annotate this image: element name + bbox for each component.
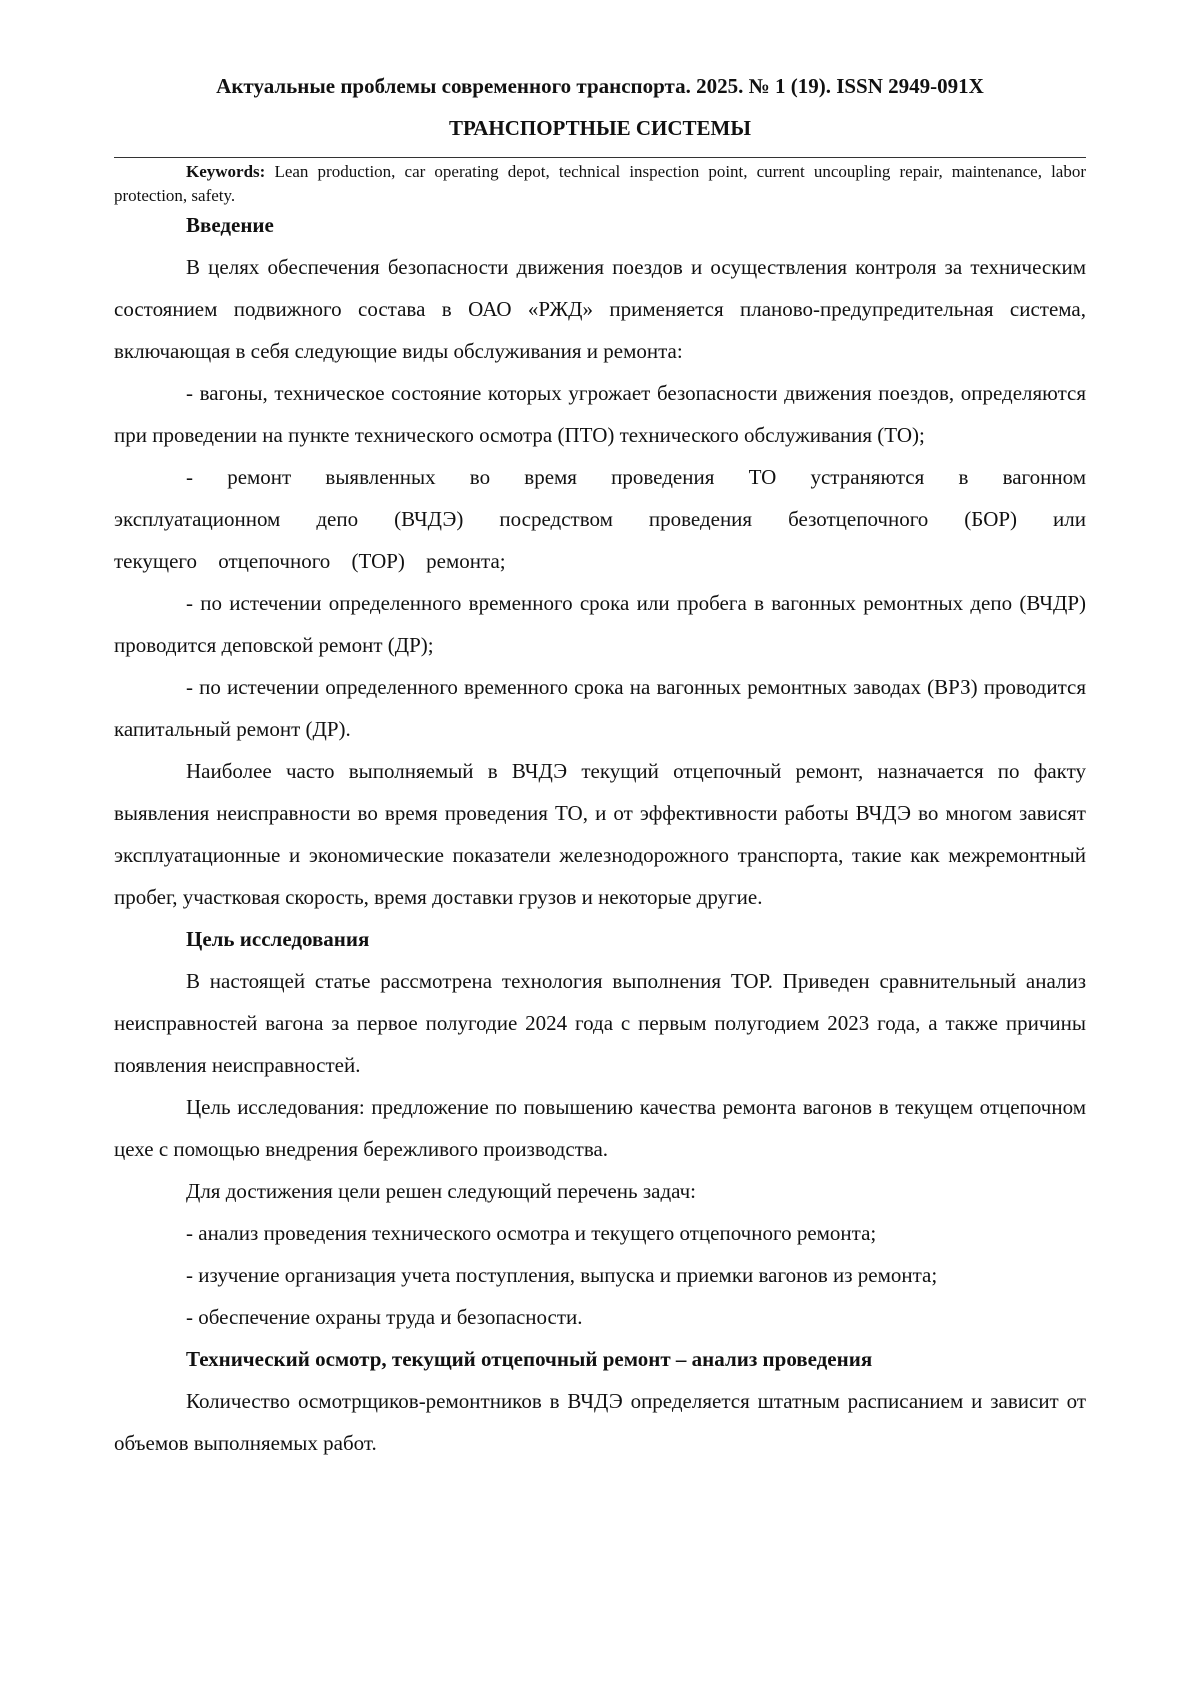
section-header: ТРАНСПОРТНЫЕ СИСТЕМЫ [114,114,1086,142]
paragraph: В целях обеспечения безопасности движения поездов и осуществления контроля за техническим состоянием подвижного состава в ОАО «РЖД» применяется планово-предупредительная система, включающая в себя следующие виды обслуживания и ремонта: [114,246,1086,372]
list-item: - обеспечение охраны труда и безопасности. [114,1296,1086,1338]
paragraph: Количество осмотрщиков-ремонтников в ВЧДЭ определяется штатным расписанием и зависит от объемов выполняемых работ. [114,1380,1086,1464]
list-item: - вагоны, техническое состояние которых угрожает безопасности движения поездов, определяются при проведении на пункте технического осмотра (ПТО) технического обслуживания (ТО); [114,372,1086,456]
paragraph: Наиболее часто выполняемый в ВЧДЭ текущий отцепочный ремонт, назначается по факту выявления неисправности во время проведения ТО, и от эффективности работы ВЧДЭ во многом зависят эксплуатационные и экономические показатели железнодорожного транспорта, такие как межремонтный пробег, участковая скорость, время доставки грузов и некоторые другие. [114,750,1086,918]
list-item: - по истечении определенного временного срока или пробега в вагонных ремонтных депо (ВЧДР) проводится деповской ремонт (ДР); [114,582,1086,666]
tech-heading: Технический осмотр, текущий отцепочный ремонт – анализ проведения [114,1338,1086,1380]
paragraph: Для достижения цели решен следующий перечень задач: [114,1170,1086,1212]
paragraph: Цель исследования: предложение по повышению качества ремонта вагонов в текущем отцепочном цехе с помощью внедрения бережливого производства. [114,1086,1086,1170]
goal-heading: Цель исследования [114,918,1086,960]
intro-heading: Введение [114,204,1086,246]
keywords-label: Keywords: [186,162,265,181]
paragraph: В настоящей статье рассмотрена технология выполнения ТОР. Приведен сравнительный анализ неисправностей вагона за первое полугодие 2024 года с первым полугодием 2023 года, а также причины появления неисправностей. [114,960,1086,1086]
keywords-text: Lean production, car operating depot, technical inspection point, current uncoupling repair, maintenance, labor protection, safety. [114,162,1086,205]
list-item: - изучение организация учета поступления, выпуска и приемки вагонов из ремонта; [114,1254,1086,1296]
journal-header: Актуальные проблемы современного транспорта. 2025. № 1 (19). ISSN 2949-091Х [114,72,1086,100]
paper-page [0,0,1200,1697]
list-item: - по истечении определенного временного срока на вагонных ремонтных заводах (ВРЗ) проводится капитальный ремонт (ДР). [114,666,1086,750]
list-item: - анализ проведения технического осмотра и текущего отцепочного ремонта; [114,1212,1086,1254]
header-rule [114,157,1086,158]
article-body [114,204,1086,1464]
list-item: - ремонт выявленных во время проведения ТО устраняются в вагонном эксплуатационном депо (ВЧДЭ) посредством проведения безотцепочного (БОР) или текущего отцепочного (ТОР) ремонта; [114,456,1086,582]
keywords-block [114,160,1086,208]
